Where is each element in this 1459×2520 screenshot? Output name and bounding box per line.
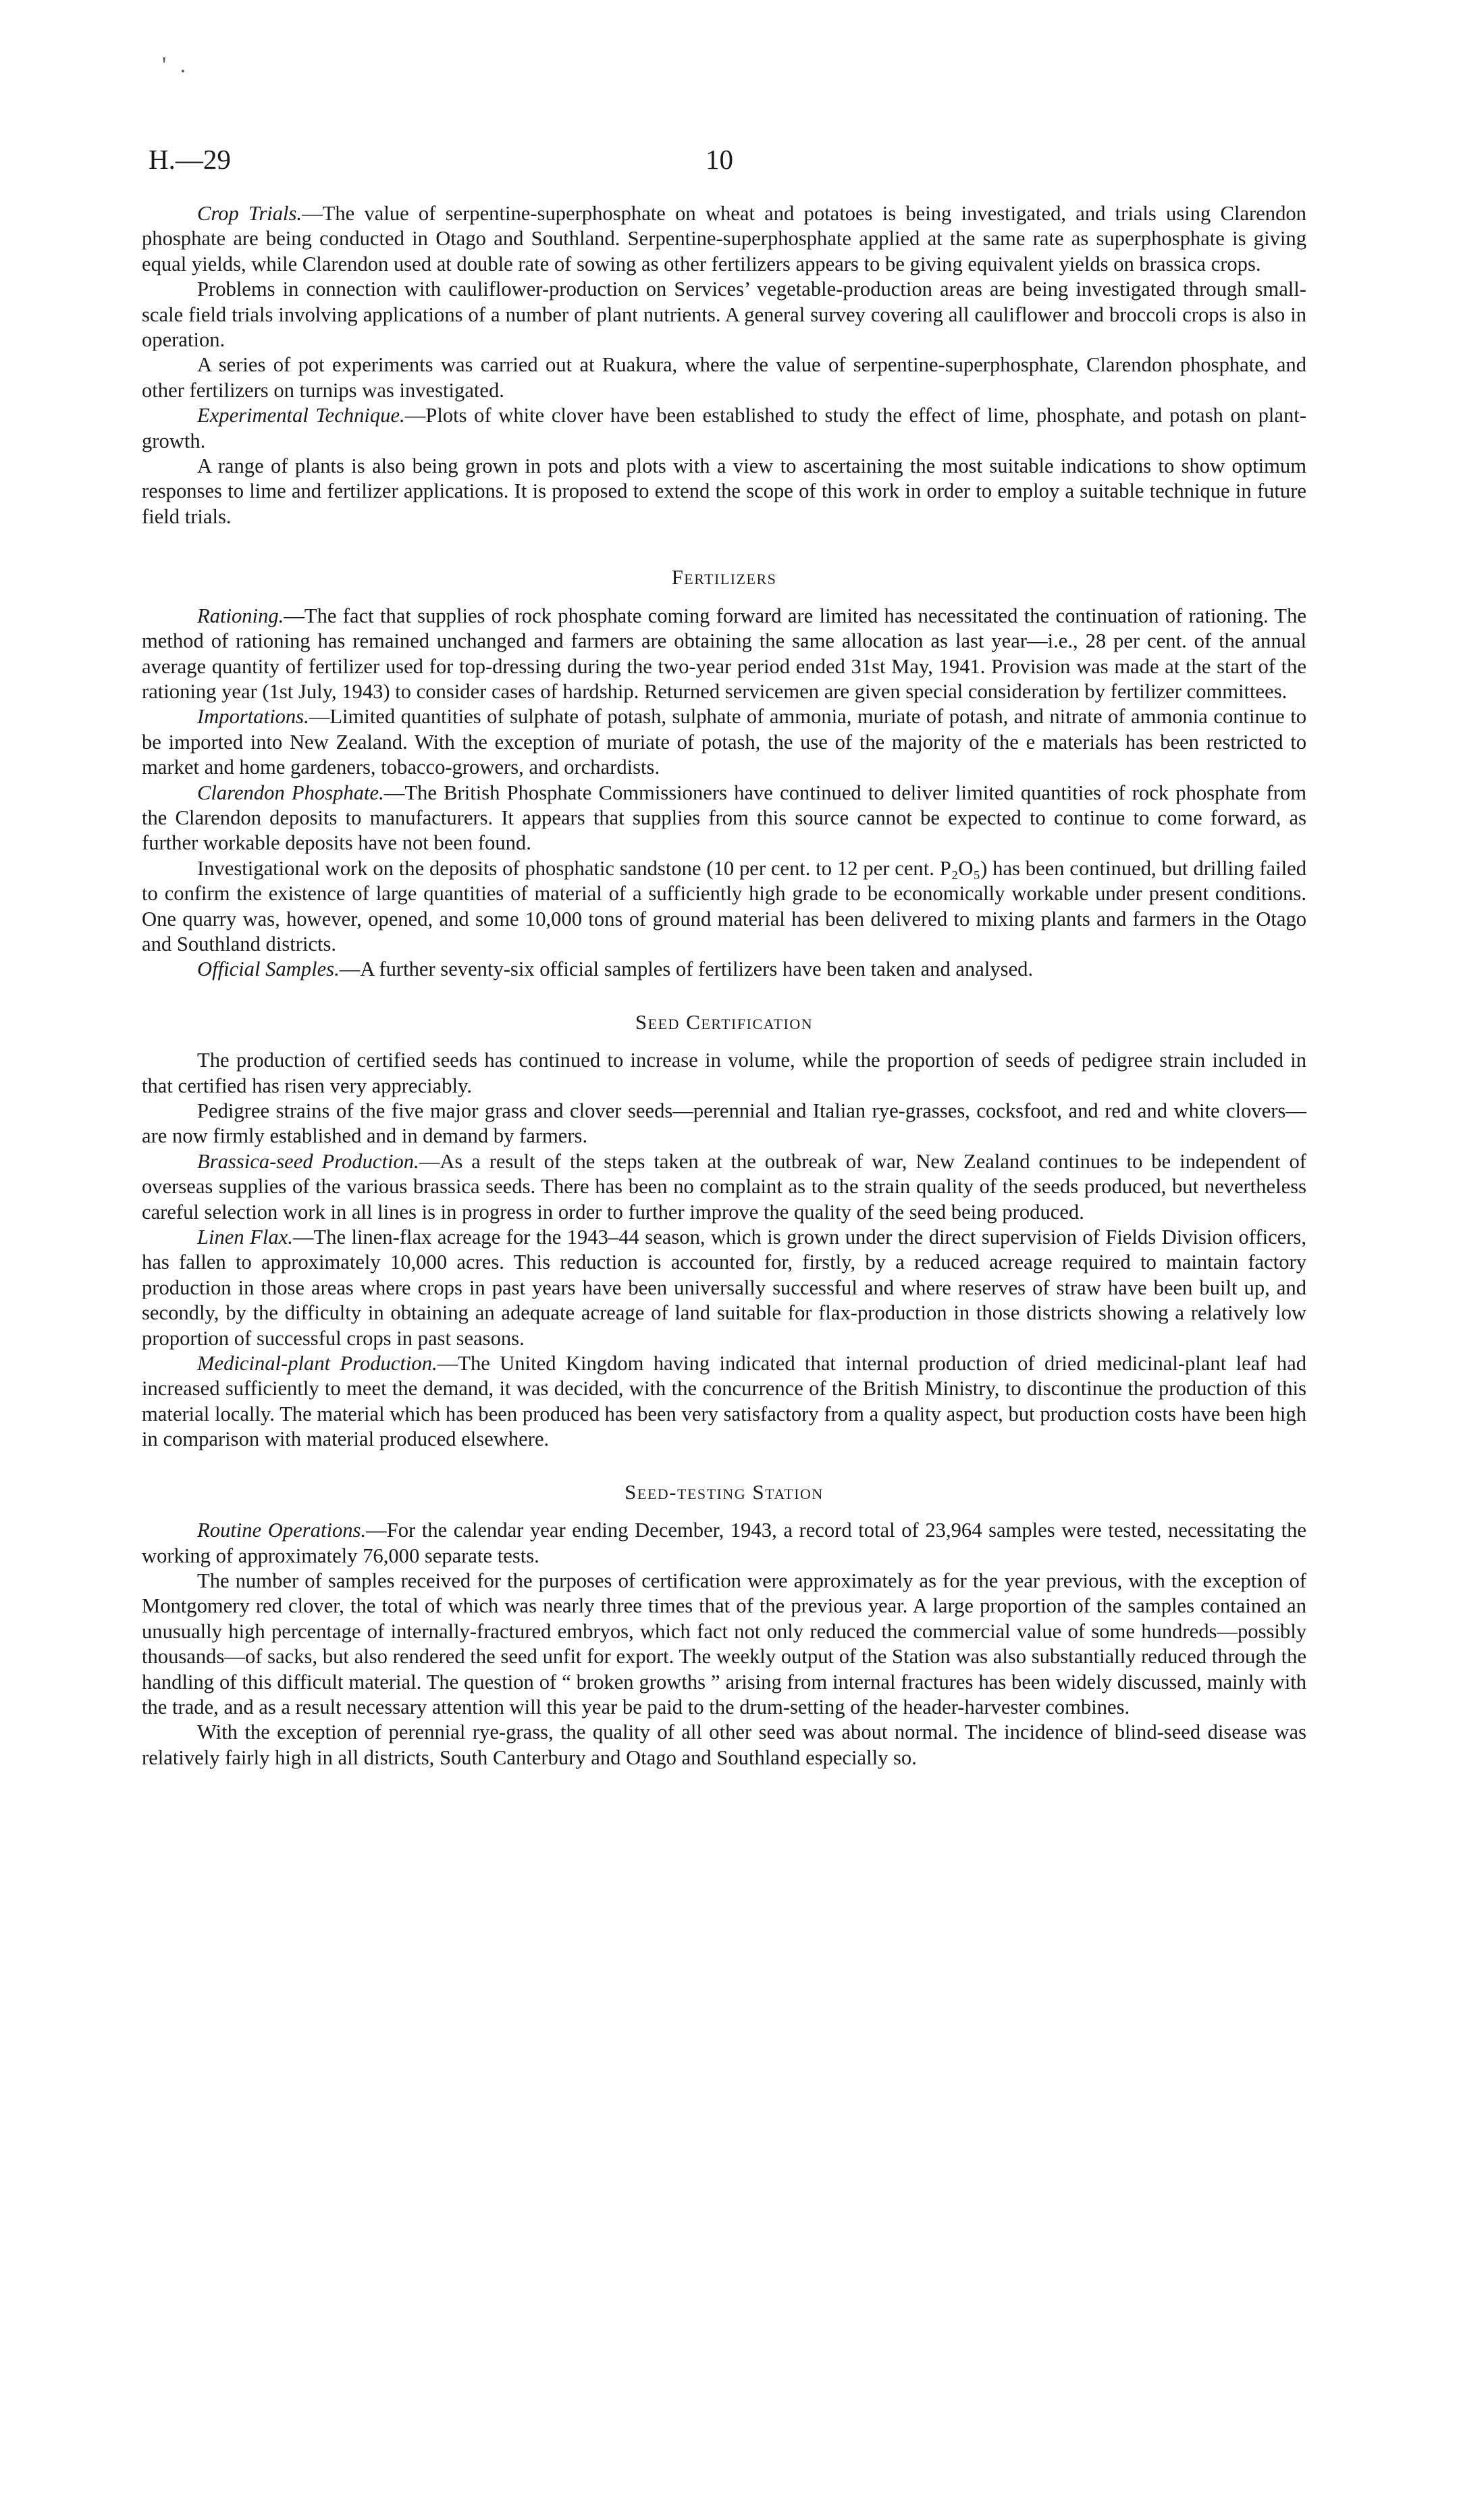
paragraph	[142, 1569, 1306, 1720]
paragraph-lead: Importations.	[197, 705, 309, 729]
paragraph-text: Problems in connection with cauliflower-production on Services’ vegetable-production areas are being investigated through small-scale field trials involving applications of a number of plant nutrients. A general survey covering all cauliflower and broccoli crops is also in operation.	[142, 278, 1306, 352]
paragraph-text: A range of plants is also being grown in pots and plots with a view to ascertaining the most suitable indications to show optimum responses to lime and fertilizer applications. It is proposed to extend the scope of this work in order to employ a suitable technique in future field trials.	[142, 454, 1306, 528]
paragraph-text: —The United Kingdom having indicated that internal production of dried medicinal-plant leaf had increased sufficiently to meet the demand, it was decided, with the concurrence of the British Ministry, to discontinue the production of this material locally. The material which has been produced has been very satisfactory from a quality aspect, but production costs have been high in comparison with material produced elsewhere.	[142, 1352, 1306, 1451]
paragraph	[142, 403, 1306, 454]
paragraph-lead: Medicinal-plant Production.	[197, 1352, 437, 1375]
paragraph-text: —The British Phosphate Commissioners have continued to deliver limited quantities of rock phosphate from the Clarendon deposits to manufacturers. It appears that supplies from this source cannot be expected to continue to come forward, as further workable deposits have not been found.	[142, 781, 1306, 855]
paragraph	[142, 201, 1306, 277]
page-mark: ' .	[162, 53, 190, 78]
paragraph-lead: Routine Operations.	[197, 1519, 367, 1542]
paragraph	[142, 781, 1306, 856]
section-heading: Fertilizers	[671, 565, 777, 589]
paragraph-text: —The fact that supplies of rock phosphate coming forward are limited has necessitated the continuation of rationing. The method of rationing has remained unchanged and farmers are obtaining the same allocation as last year—i.e., 28 per cent. of the annual average quantity of fertilizer used for top-dressing during the two-year period ended 31st May, 1941. Provision was made at the start of the rationing year (1st July, 1943) to consider cases of hardship. Returned servicemen are given special consideration by fertilizer committees.	[142, 604, 1306, 703]
paragraph-text: —The value of serpentine-superphosphate on wheat and potatoes is being investigated, and trials using Clarendon phosphate are being conducted in Otago and Southland. Serpentine-superphosphate applied at the same rate as superphosphate is giving equal yields, while Clarendon used at double rate of sowing as other fertilizers appears to be giving equivalent yields on brassica crops.	[142, 202, 1306, 275]
paragraph-text: The number of samples received for the purposes of certification were approximately as for the year previous, with the exception of Montgomery red clover, the total of which was nearly three times that of the previous year. A large proportion of the samples contained an unusually high percentage of internally-fractured embryos, which fact not only reduced the commercial value of some hundreds—possibly thousands—of sacks, but also rendered the seed unfit for export. The weekly output of the Station was also substantially reduced through the handling of this difficult material. The question of “ broken growths ” arising from internal fractures has been widely discussed, mainly with the trade, and as a result necessary attention will this year be paid to the drum-setting of the header-harvester combines.	[142, 1569, 1306, 1718]
paragraph	[142, 1518, 1306, 1569]
paragraph-lead: Rationing.	[197, 604, 284, 627]
paragraph	[142, 1048, 1306, 1099]
paragraph-text: With the exception of perennial rye-grass, the quality of all other seed was about normal. The incidence of blind-seed disease was relatively fairly high in all districts, South Canterbury and Otago and Southland especially so.	[142, 1721, 1306, 1769]
paragraph	[142, 277, 1306, 352]
paragraph	[142, 1225, 1306, 1351]
paragraph-text: —A further seventy-six official samples of fertilizers have been taken and analysed.	[339, 957, 1034, 981]
paragraph-lead: Crop Trials.	[197, 202, 302, 225]
paragraph-text: —Plots of white clover have been established to study the effect of lime, phosphate, and potash on plant-growth.	[142, 404, 1306, 452]
paragraph	[142, 856, 1306, 957]
paragraph	[142, 352, 1306, 403]
document-body	[142, 201, 1306, 1770]
paragraph-lead: Official Samples.	[197, 957, 340, 981]
paragraph-text: Pedigree strains of the five major grass and clover seeds—perennial and Italian rye-grasses, cocksfoot, and red and white clovers—are now firmly established and in demand by farmers.	[142, 1099, 1306, 1148]
paragraph-text: The production of certified seeds has continued to increase in volume, while the proportion of seeds of pedigree strain included in that certified has risen very appreciably.	[142, 1049, 1306, 1097]
paragraph-lead: Clarendon Phosphate.	[197, 781, 384, 804]
paragraph-text: —For the calendar year ending December, 1943, a record total of 23,964 samples were tested, necessitating the working of approximately 76,000 separate tests.	[142, 1519, 1306, 1567]
paragraph	[142, 957, 1306, 982]
paragraph-lead: Experimental Technique.	[197, 404, 405, 427]
paragraph-text: Investigational work on the deposits of phosphatic sandstone (10 per cent. to 12 per cent. P₂O₅) has been continued, but drilling failed to confirm the existence of large quantities of material of a sufficiently high grade to be economically workable under present conditions. One quarry was, however, opened, and some 10,000 tons of ground material has been delivered to mixing plants and farmers in the Otago and Southland districts.	[142, 856, 1306, 955]
paragraph	[142, 604, 1306, 705]
page-number: 10	[706, 144, 733, 175]
paragraph	[142, 704, 1306, 780]
paragraph-lead: Brassica-seed Production.	[197, 1149, 419, 1173]
section-heading: Seed-testing Station	[625, 1479, 824, 1504]
paragraph	[142, 1351, 1306, 1452]
paragraph-text: —As a result of the steps taken at the outbreak of war, New Zealand continues to be independent of overseas supplies of the various brassica seeds. There has been no complaint as to the strain quality of the seeds produced, but nevertheless careful selection work in all lines is in progress in order to further improve the quality of the seed being produced.	[142, 1149, 1306, 1224]
paragraph-text: —Limited quantities of sulphate of potash, sulphate of ammonia, muriate of potash, and nitrate of ammonia continue to be imported into New Zealand. With the exception of muriate of potash, the use of the majority of the e materials has been restricted to market and home gardeners, tobacco-growers, and orchardists.	[142, 705, 1306, 779]
paragraph	[142, 1099, 1306, 1149]
paragraph	[142, 454, 1306, 529]
section-heading: Seed Certification	[635, 1009, 814, 1034]
document-reference: H.—29	[149, 144, 231, 175]
paragraph-lead: Linen Flax.	[197, 1226, 293, 1249]
paragraph	[142, 1720, 1306, 1770]
paragraph-text: —The linen-flax acreage for the 1943–44 season, which is grown under the direct supervision of Fields Division officers, has fallen to approximately 10,000 acres. This reduction is accounted for, firstly, by a reduced acreage required to maintain factory production in those areas where crops in past years have been universally successful and where reserves of straw have been built up, and secondly, by the difficulty in obtaining an adequate acreage of land suitable for flax-production in those districts showing a relatively low proportion of successful crops in past seasons.	[142, 1226, 1306, 1350]
paragraph-text: A series of pot experiments was carried out at Ruakura, where the value of serpentine-superphosphate, Clarendon phosphate, and other fertilizers on turnips was investigated.	[142, 353, 1306, 402]
paragraph	[142, 1149, 1306, 1225]
